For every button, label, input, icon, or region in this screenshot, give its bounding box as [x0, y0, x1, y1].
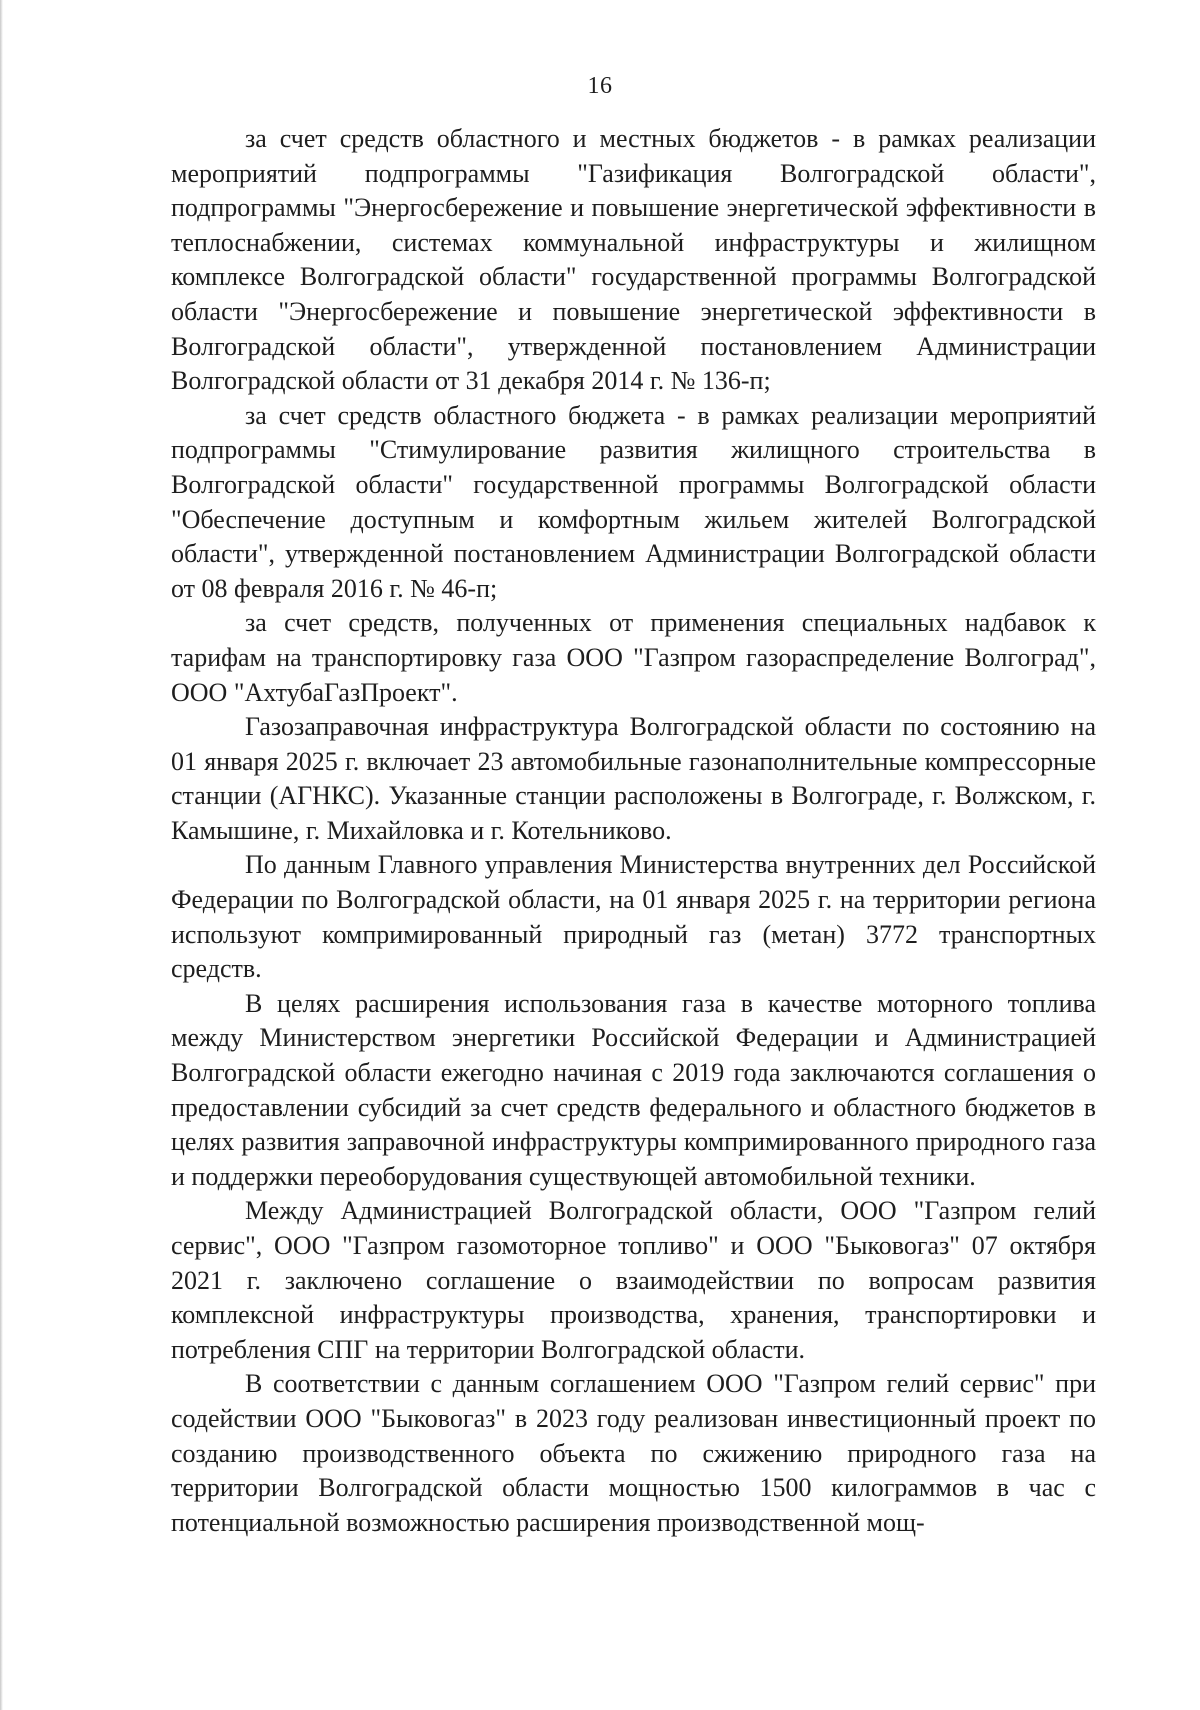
paragraph-5: По данным Главного управления Министерства внутренних дел Российской Федерации по Волгоградской области, на 01 января 2025 г. на территории региона используют компримированный природный газ (метан) 3772 транспортных средств. — [171, 850, 1096, 984]
paragraph-3: за счет средств, полученных от применения специальных надбавок к тарифам на транспортировку газа ООО "Газпром газораспределение Волгоград", ООО "АхтубаГазПроект". — [171, 608, 1096, 707]
page-number: 16 — [587, 73, 613, 99]
document-body — [171, 122, 1096, 1540]
paragraph-1: за счет средств областного и местных бюджетов - в рамках реализации мероприятий подпрограммы "Газификация Волгоградской области", подпрограммы "Энергосбережение и повышение энергетической эффективности в теплоснабжении, системах коммунальной инфраструктуры и жилищном комплексе Волгоградской области" государственной программы Волгоградской области "Энергосбережение и повышение энергетической эффективности в Волгоградской области", утвержденной постановлением Администрации Волгоградской области от 31 декабря 2014 г. № 136-п; — [171, 124, 1096, 396]
paragraph-6: В целях расширения использования газа в качестве моторного топлива между Министерством энергетики Российской Федерации и Администрацией Волгоградской области ежегодно начиная с 2019 года заключаются соглашения о предоставлении субсидий за счет средств федерального и областного бюджетов в целях развития заправочной инфраструктуры компримированного природного газа и поддержки переоборудования существующей автомобильной техники. — [171, 988, 1096, 1191]
paragraph-4: Газозаправочная инфраструктура Волгоградской области по состоянию на 01 января 2025 г. включает 23 автомобильные газонаполнительные компрессорные станции (АГНКС). Указанные станции расположены в Волгограде, г. Волжском, г. Камышине, г. Михайловка и г. Котельниково. — [171, 712, 1096, 845]
scan-edge — [0, 0, 3, 1710]
paragraph-2: за счет средств областного бюджета - в рамках реализации мероприятий подпрограммы "Стимулирование развития жилищного строительства в Волгоградской области" государственной программы Волгоградской области "Обеспечение доступным и комфортным жильем жителей Волгоградской области", утвержденной постановлением Администрации Волгоградской области от 08 февраля 2016 г. № 46-п; — [171, 400, 1096, 603]
paragraph-7: Между Администрацией Волгоградской области, ООО "Газпром гелий сервис", ООО "Газпром газомоторное топливо" и ООО "Быковогаз" 07 октября 2021 г. заключено соглашение о взаимодействии по вопросам развития комплексной инфраструктуры производства, хранения, транспортировки и потребления СПГ на территории Волгоградской области. — [171, 1196, 1096, 1364]
paragraph-8: В соответствии с данным соглашением ООО "Газпром гелий сервис" при содействии ООО "Быковогаз" в 2023 году реализован инвестиционный проект по созданию производственного объекта по сжижению природного газа на территории Волгоградской области мощностью 1500 килограммов в час с потенциальной возможностью расширения производственной мощ- — [171, 1369, 1096, 1537]
